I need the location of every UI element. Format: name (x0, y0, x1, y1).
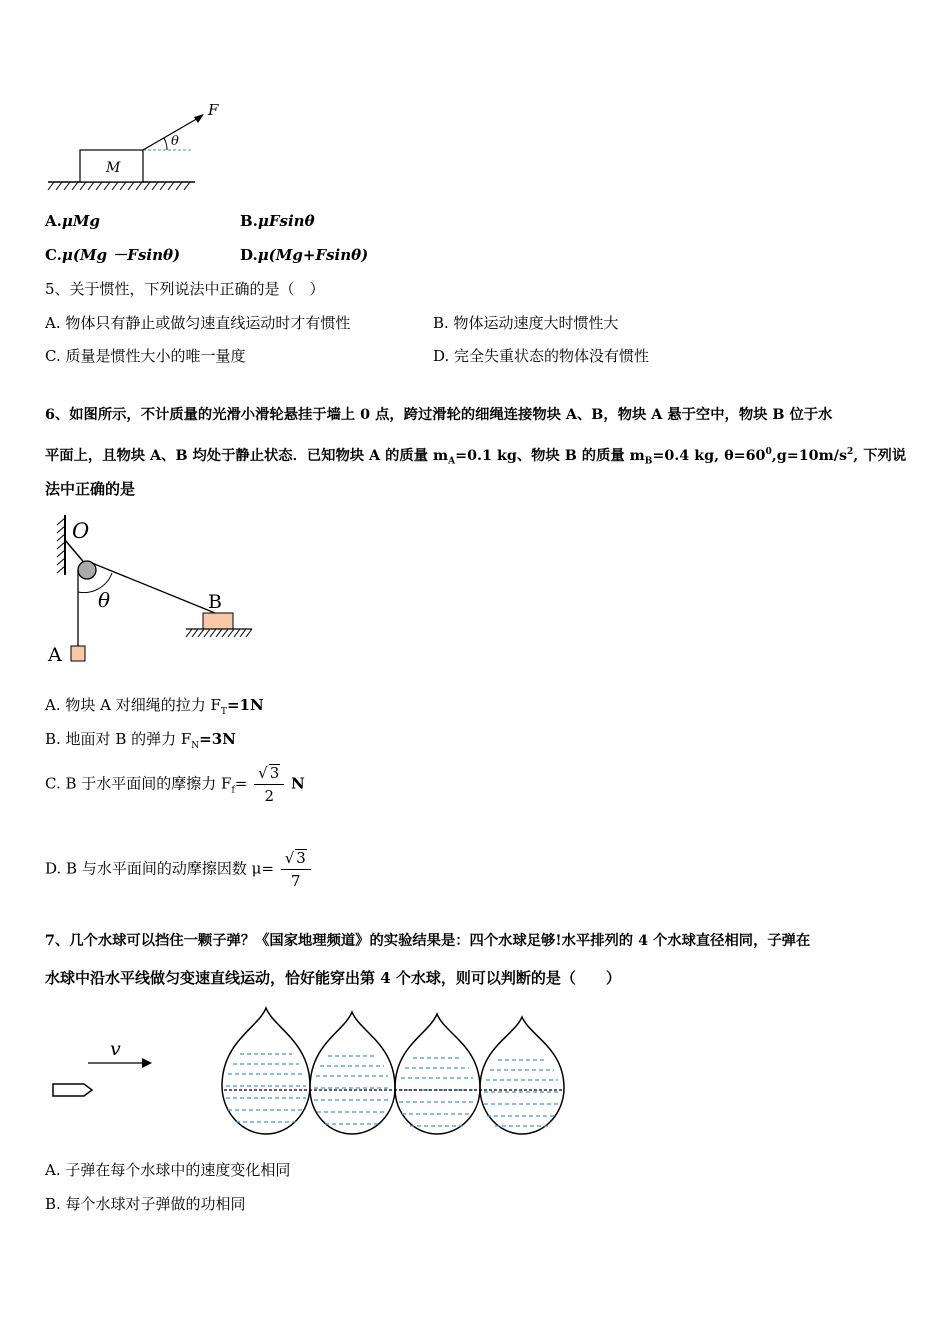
block-b-label: B (208, 591, 222, 613)
theta-label-q6: θ (98, 588, 111, 612)
q6-option-a: A. 物块 A 对细绳的拉力 $F_T=1N$ (45, 696, 264, 717)
block-a (71, 646, 85, 661)
o-label: O (72, 519, 90, 543)
block-b (203, 613, 233, 629)
q4-option-c: C.μ(Mg －Fsinθ) (45, 246, 181, 264)
block-a-label: A (48, 644, 62, 666)
q6-option-c: C. B 于水平面间的摩擦力 $F_f=$ $\frac{√ 3}{2}$ N (45, 764, 305, 805)
q5-option-d: D. 完全失重状态的物体没有惯性 (433, 347, 650, 365)
q6-stem-line2: 平面上，且物块 A、B 均处于静止状态．已知物块 A 的质量 $m_A=0.1$ kg、物块 B 的质量 $m_B=0.4$ kg, $\theta=60^0,g=10m/s^2$, 下列说 (45, 447, 907, 467)
q5-option-c: C. 质量是惯性大小的唯一量度 (45, 347, 246, 365)
q6-stem-line1: 6、如图所示，不计质量的光滑小滑轮悬挂于墙上 0 点，跨过滑轮的细绳连接物块 A、B，物块 A 悬于空中，物块 B 位于水 (45, 407, 833, 423)
q7-option-a: A. 子弹在每个水球中的速度变化相同 (45, 1161, 291, 1179)
force-arrowhead (194, 114, 204, 123)
q7-stem-line2: 水球中沿水平线做匀变速直线运动，恰好能穿出第 4 个水球，则可以判断的是（ ） (45, 969, 621, 987)
q6-c-fraction: $\frac{√ 3}{2}$ (254, 764, 284, 805)
velocity-label: v (110, 1038, 121, 1060)
theta-label: θ (171, 134, 179, 149)
q6-option-d: D. B 与水平面间的动摩擦因数 μ= $\frac{√ 3}{7}$ (45, 849, 313, 890)
q4-option-a: A.μMg (45, 212, 100, 230)
q4-option-d: D.μ(Mg+Fsinθ) (240, 246, 369, 264)
q6-option-b: B. 地面对 B 的弹力 $F_N=3N$ (45, 730, 236, 751)
mass-label: M (106, 160, 121, 176)
q7-stem-line1: 7、几个水球可以挡住一颗子弹？《国家地理频道》的实验结果是：四个水球足够!水平排列的 4 个水球直径相同，子弹在 (45, 933, 811, 949)
q4-option-b: B.μFsinθ (240, 212, 315, 230)
q5-option-a: A. 物体只有静止或做匀速直线运动时才有惯性 (45, 314, 351, 332)
bullet (53, 1084, 92, 1096)
q5-stem: 5、关于惯性，下列说法中正确的是（ ） (45, 280, 325, 298)
pulley-figure (40, 510, 260, 670)
q6-d-fraction: $\frac{√ 3}{7}$ (281, 849, 311, 890)
q6-stem-line3: 法中正确的是 (45, 480, 136, 498)
q5-option-b: B. 物体运动速度大时惯性大 (433, 314, 619, 332)
water-balls-figure (40, 1000, 580, 1150)
q7-option-b: B. 每个水球对子弹做的功相同 (45, 1195, 246, 1213)
force-label: F (208, 101, 219, 119)
force-block-figure (40, 95, 240, 195)
